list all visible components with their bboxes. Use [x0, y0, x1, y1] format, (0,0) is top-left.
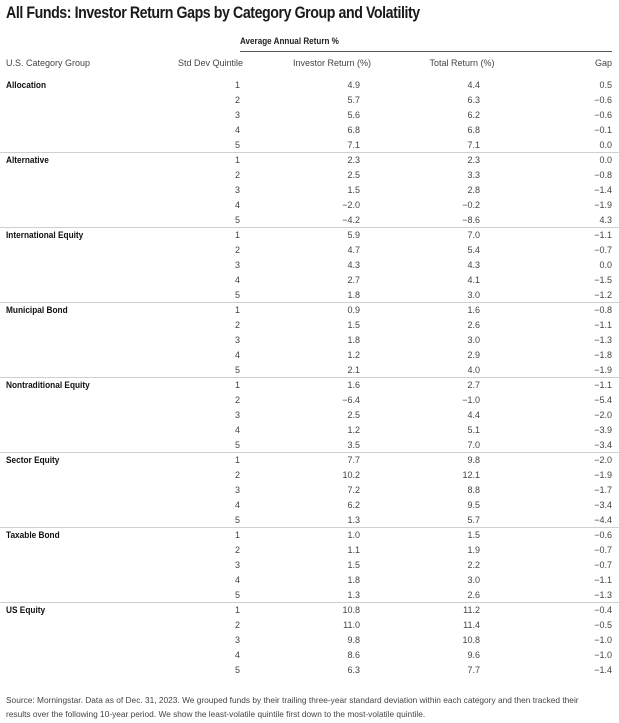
- investor-return-cell: 2.1: [347, 365, 360, 375]
- gap-cell: −1.8: [594, 350, 612, 360]
- table-row: [0, 228, 619, 243]
- quintile-cell: 5: [234, 215, 240, 225]
- quintile-cell: 3: [234, 260, 240, 270]
- gap-cell: −0.1: [594, 125, 612, 135]
- total-return-cell: 9.5: [467, 500, 480, 510]
- total-return-cell: 2.3: [467, 155, 480, 165]
- quintile-cell: 4: [234, 275, 240, 285]
- quintile-cell: 5: [234, 515, 240, 525]
- total-return-cell: 2.6: [467, 320, 480, 330]
- investor-return-cell: 1.0: [347, 530, 360, 540]
- total-return-cell: 6.3: [467, 95, 480, 105]
- table-row: [0, 528, 619, 543]
- investor-return-cell: 1.2: [347, 425, 360, 435]
- super-header: Average Annual Return %: [240, 36, 339, 46]
- investor-return-cell: 10.2: [342, 470, 360, 480]
- total-return-cell: 3.0: [467, 290, 480, 300]
- table-row: [0, 348, 619, 363]
- total-return-cell: 7.0: [467, 230, 480, 240]
- total-return-cell: 9.8: [467, 455, 480, 465]
- category-group: [0, 78, 619, 153]
- chart-title: All Funds: Investor Return Gaps by Category Group and Volatility: [6, 4, 420, 22]
- total-return-cell: 5.4: [467, 245, 480, 255]
- investor-return-cell: −2.0: [342, 200, 360, 210]
- quintile-cell: 4: [234, 125, 240, 135]
- table-row: [0, 213, 619, 228]
- table-row: [0, 93, 619, 108]
- gap-cell: −1.1: [594, 575, 612, 585]
- quintile-cell: 2: [234, 320, 240, 330]
- category-group: [0, 228, 619, 303]
- quintile-cell: 5: [234, 365, 240, 375]
- quintile-cell: 3: [234, 485, 240, 495]
- table-row: [0, 573, 619, 588]
- table-row: [0, 108, 619, 123]
- table-row: [0, 483, 619, 498]
- investor-return-cell: 3.5: [347, 440, 360, 450]
- column-header-gap: Gap: [594, 58, 612, 68]
- investor-return-cell: 6.2: [347, 500, 360, 510]
- quintile-cell: 3: [234, 560, 240, 570]
- total-return-cell: 3.0: [467, 575, 480, 585]
- table-row: [0, 543, 619, 558]
- table-row: [0, 183, 619, 198]
- table-row: [0, 153, 619, 168]
- total-return-cell: −8.6: [462, 215, 480, 225]
- total-return-cell: 3.0: [467, 335, 480, 345]
- investor-return-cell: 7.1: [347, 140, 360, 150]
- investor-return-cell: 5.7: [347, 95, 360, 105]
- quintile-cell: 1: [234, 305, 240, 315]
- total-return-cell: 12.1: [462, 470, 480, 480]
- gap-cell: −1.1: [594, 320, 612, 330]
- data-table: [0, 78, 619, 678]
- total-return-cell: 11.4: [463, 620, 480, 630]
- category-group-name: Taxable Bond: [6, 530, 60, 540]
- total-return-cell: 8.8: [467, 485, 480, 495]
- investor-return-cell: 1.5: [347, 320, 360, 330]
- investor-return-cell: 5.9: [347, 230, 360, 240]
- category-group-name: Alternative: [6, 155, 49, 165]
- gap-cell: 0.5: [599, 80, 612, 90]
- table-row: [0, 393, 619, 408]
- category-group-name: Municipal Bond: [6, 305, 68, 315]
- total-return-cell: 2.6: [467, 590, 480, 600]
- table-row: [0, 603, 619, 618]
- total-return-cell: 2.2: [467, 560, 480, 570]
- table-row: [0, 78, 619, 93]
- investor-return-cell: −6.4: [342, 395, 360, 405]
- total-return-cell: 2.7: [467, 380, 480, 390]
- investor-return-cell: 1.8: [347, 290, 360, 300]
- table-row: [0, 288, 619, 303]
- total-return-cell: 9.6: [467, 650, 480, 660]
- total-return-cell: 11.2: [463, 605, 480, 615]
- table-row: [0, 513, 619, 528]
- investor-return-cell: 4.3: [347, 260, 360, 270]
- investor-return-cell: 1.5: [347, 560, 360, 570]
- investor-return-cell: 2.5: [347, 410, 360, 420]
- investor-return-cell: 1.5: [347, 185, 360, 195]
- table-row: [0, 363, 619, 378]
- table-row: [0, 423, 619, 438]
- category-group-name: Allocation: [6, 80, 47, 90]
- investor-return-cell: 5.6: [347, 110, 360, 120]
- investor-return-cell: −4.2: [342, 215, 360, 225]
- total-return-cell: 2.8: [467, 185, 480, 195]
- column-header-std-dev-quintile: Std Dev Quintile: [178, 58, 244, 68]
- gap-cell: −1.5: [594, 275, 612, 285]
- table-row: [0, 123, 619, 138]
- investor-return-cell: 1.1: [347, 545, 360, 555]
- gap-cell: −0.8: [594, 170, 612, 180]
- total-return-cell: 7.1: [467, 140, 480, 150]
- quintile-cell: 3: [234, 410, 240, 420]
- total-return-cell: 10.8: [462, 635, 480, 645]
- gap-cell: −1.9: [594, 470, 612, 480]
- total-return-cell: 3.3: [467, 170, 480, 180]
- gap-cell: −0.4: [594, 605, 612, 615]
- investor-return-cell: 1.2: [347, 350, 360, 360]
- quintile-cell: 4: [234, 575, 240, 585]
- quintile-cell: 4: [234, 650, 240, 660]
- gap-cell: −1.1: [594, 230, 612, 240]
- quintile-cell: 4: [234, 425, 240, 435]
- total-return-cell: 4.3: [467, 260, 480, 270]
- investor-return-cell: 1.6: [347, 380, 360, 390]
- gap-cell: −1.7: [594, 485, 612, 495]
- gap-cell: −1.1: [594, 380, 612, 390]
- gap-cell: −0.7: [594, 545, 612, 555]
- gap-cell: −1.9: [594, 365, 612, 375]
- total-return-cell: 5.1: [467, 425, 480, 435]
- table-row: [0, 618, 619, 633]
- investor-return-cell: 4.7: [347, 245, 360, 255]
- table-row: [0, 453, 619, 468]
- investor-return-cell: 10.8: [342, 605, 360, 615]
- investor-return-cell: 4.9: [347, 80, 360, 90]
- gap-cell: −4.4: [594, 515, 612, 525]
- quintile-cell: 1: [234, 80, 240, 90]
- gap-cell: −0.7: [594, 560, 612, 570]
- gap-cell: −1.4: [594, 185, 612, 195]
- gap-cell: −3.9: [594, 425, 612, 435]
- category-group: [0, 303, 619, 378]
- gap-cell: −0.5: [594, 620, 612, 630]
- column-header-total-return: Total Return (%): [429, 58, 495, 68]
- quintile-cell: 2: [234, 170, 240, 180]
- quintile-cell: 1: [234, 230, 240, 240]
- total-return-cell: −0.2: [462, 200, 480, 210]
- quintile-cell: 2: [234, 545, 240, 555]
- investor-return-cell: 7.2: [347, 485, 360, 495]
- table-row: [0, 498, 619, 513]
- total-return-cell: −1.0: [462, 395, 480, 405]
- quintile-cell: 4: [234, 350, 240, 360]
- table-row: [0, 138, 619, 153]
- gap-cell: −2.0: [594, 455, 612, 465]
- super-header-rule: [240, 51, 612, 52]
- table-row: [0, 648, 619, 663]
- quintile-cell: 2: [234, 95, 240, 105]
- total-return-cell: 4.4: [467, 80, 480, 90]
- column-header-investor-return: Investor Return (%): [292, 58, 372, 68]
- investor-return-cell: 9.8: [347, 635, 360, 645]
- total-return-cell: 4.1: [467, 275, 480, 285]
- category-group-name: US Equity: [6, 605, 46, 615]
- table-row: [0, 273, 619, 288]
- total-return-cell: 4.0: [467, 365, 480, 375]
- quintile-cell: 1: [234, 380, 240, 390]
- gap-cell: −5.4: [594, 395, 612, 405]
- category-group-name: Nontraditional Equity: [6, 380, 90, 390]
- quintile-cell: 1: [234, 455, 240, 465]
- gap-cell: 0.0: [599, 260, 612, 270]
- total-return-cell: 6.8: [467, 125, 480, 135]
- investor-return-cell: 0.9: [347, 305, 360, 315]
- gap-cell: −3.4: [594, 440, 612, 450]
- gap-cell: −3.4: [594, 500, 612, 510]
- quintile-cell: 1: [234, 530, 240, 540]
- quintile-cell: 3: [234, 335, 240, 345]
- gap-cell: −1.4: [594, 665, 612, 675]
- gap-cell: −0.7: [594, 245, 612, 255]
- total-return-cell: 1.9: [467, 545, 480, 555]
- total-return-cell: 7.0: [467, 440, 480, 450]
- investor-return-cell: 1.3: [347, 515, 360, 525]
- gap-cell: −2.0: [594, 410, 612, 420]
- investor-return-cell: 11.0: [343, 620, 360, 630]
- column-header-category-group: U.S. Category Group: [6, 58, 91, 68]
- gap-cell: −1.3: [594, 335, 612, 345]
- gap-cell: −1.0: [594, 650, 612, 660]
- quintile-cell: 5: [234, 665, 240, 675]
- investor-return-cell: 7.7: [347, 455, 360, 465]
- quintile-cell: 4: [234, 500, 240, 510]
- gap-cell: −0.8: [594, 305, 612, 315]
- investor-return-cell: 8.6: [347, 650, 360, 660]
- category-group: [0, 603, 619, 678]
- category-group: [0, 378, 619, 453]
- quintile-cell: 5: [234, 140, 240, 150]
- total-return-cell: 5.7: [467, 515, 480, 525]
- gap-cell: 4.3: [599, 215, 612, 225]
- table-row: [0, 408, 619, 423]
- investor-return-cell: 2.3: [347, 155, 360, 165]
- table-row: [0, 258, 619, 273]
- table-row: [0, 663, 619, 678]
- gap-cell: 0.0: [599, 140, 612, 150]
- table-row: [0, 438, 619, 453]
- table-row: [0, 303, 619, 318]
- investor-return-cell: 6.3: [347, 665, 360, 675]
- total-return-cell: 6.2: [467, 110, 480, 120]
- gap-cell: −1.3: [594, 590, 612, 600]
- gap-cell: −1.0: [594, 635, 612, 645]
- investor-return-cell: 2.5: [347, 170, 360, 180]
- quintile-cell: 2: [234, 395, 240, 405]
- quintile-cell: 3: [234, 635, 240, 645]
- table-row: [0, 468, 619, 483]
- quintile-cell: 1: [234, 605, 240, 615]
- total-return-cell: 7.7: [467, 665, 480, 675]
- category-group-name: International Equity: [6, 230, 84, 240]
- investor-return-cell: 1.3: [347, 590, 360, 600]
- category-group: [0, 453, 619, 528]
- table-row: [0, 558, 619, 573]
- quintile-cell: 2: [234, 245, 240, 255]
- gap-cell: −1.2: [594, 290, 612, 300]
- quintile-cell: 5: [234, 590, 240, 600]
- gap-cell: −1.9: [594, 200, 612, 210]
- investor-return-cell: 6.8: [347, 125, 360, 135]
- quintile-cell: 3: [234, 110, 240, 120]
- quintile-cell: 3: [234, 185, 240, 195]
- investor-return-cell: 2.7: [347, 275, 360, 285]
- gap-cell: 0.0: [599, 155, 612, 165]
- category-group-name: Sector Equity: [6, 455, 60, 465]
- total-return-cell: 1.5: [467, 530, 480, 540]
- gap-cell: −0.6: [594, 95, 612, 105]
- category-group: [0, 153, 619, 228]
- quintile-cell: 2: [234, 620, 240, 630]
- total-return-cell: 4.4: [467, 410, 480, 420]
- investor-return-cell: 1.8: [347, 335, 360, 345]
- quintile-cell: 2: [234, 470, 240, 480]
- gap-cell: −0.6: [594, 530, 612, 540]
- table-row: [0, 168, 619, 183]
- source-note: Source: Morningstar. Data as of Dec. 31, 2023. We grouped funds by their trailing three-year standard deviation within each category and then tracked their results over the following 10-year period. We show the least-volatile quintile first down to the most-volatile quintile.: [6, 695, 579, 719]
- total-return-cell: 1.6: [467, 305, 480, 315]
- table-row: [0, 198, 619, 213]
- category-group: [0, 528, 619, 603]
- gap-cell: −0.6: [594, 110, 612, 120]
- quintile-cell: 4: [234, 200, 240, 210]
- quintile-cell: 5: [234, 440, 240, 450]
- table-row: [0, 588, 619, 603]
- investor-return-cell: 1.8: [347, 575, 360, 585]
- table-row: [0, 318, 619, 333]
- total-return-cell: 2.9: [467, 350, 480, 360]
- quintile-cell: 5: [234, 290, 240, 300]
- table-row: [0, 378, 619, 393]
- quintile-cell: 1: [234, 155, 240, 165]
- table-row: [0, 633, 619, 648]
- table-row: [0, 243, 619, 258]
- table-row: [0, 333, 619, 348]
